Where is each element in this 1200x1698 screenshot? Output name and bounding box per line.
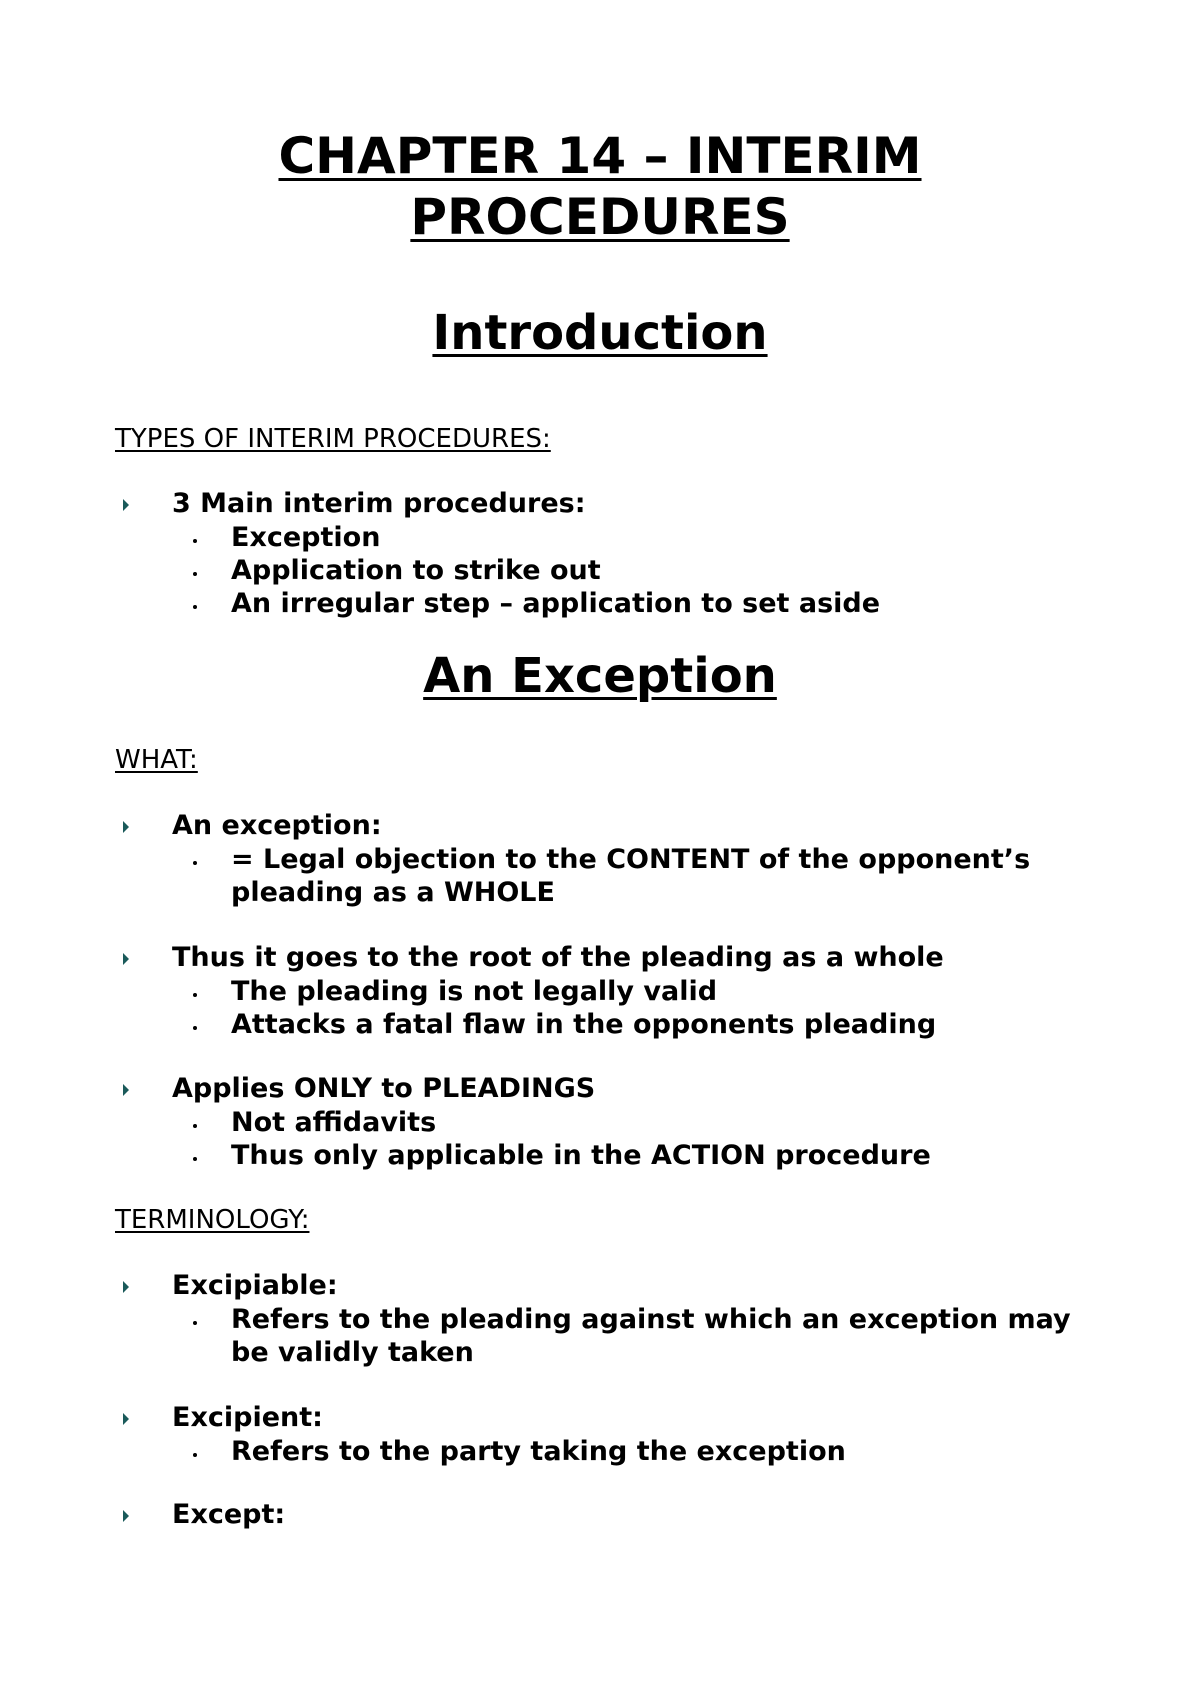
bullet-arrow-icon: [123, 953, 129, 965]
sub-bullet-excipient-definition: Refers to the party taking the exception: [231, 1436, 846, 1467]
chapter-title-line-2: PROCEDURES: [410, 188, 790, 246]
bullet-arrow-icon: [123, 1084, 129, 1096]
sub-bullet-dot-icon: [193, 1453, 197, 1457]
bullet-applies-only-pleadings: Applies ONLY to PLEADINGS: [172, 1073, 596, 1104]
sub-bullet-dot-icon: [193, 572, 197, 576]
terminology-label: TERMINOLOGY:: [115, 1205, 310, 1235]
sub-bullet-fatal-flaw: Attacks a fatal flaw in the opponents pleading: [231, 1009, 937, 1040]
bullet-arrow-icon: [123, 1510, 129, 1522]
bullet-arrow-icon: [123, 1281, 129, 1293]
sub-bullet-dot-icon: [193, 861, 197, 865]
sub-bullet-strike-out: Application to strike out: [231, 555, 601, 586]
bullet-an-exception: An exception:: [172, 810, 382, 841]
bullet-main-interim: 3 Main interim procedures:: [172, 488, 586, 519]
what-label: WHAT:: [115, 745, 198, 775]
chapter-title-line-1: CHAPTER 14 – INTERIM: [278, 127, 922, 185]
introduction-heading: Introduction: [432, 305, 768, 361]
bullet-except: Except:: [172, 1499, 286, 1530]
sub-bullet-dot-icon: [193, 1124, 197, 1128]
sub-bullet-dot-icon: [193, 1321, 197, 1325]
sub-bullet-excipiable-definition: Refers to the pleading against which an exception may be validly taken: [231, 1304, 1071, 1368]
bullet-arrow-icon: [123, 499, 129, 511]
sub-bullet-dot-icon: [193, 993, 197, 997]
sub-bullet-dot-icon: [193, 539, 197, 543]
bullet-arrow-icon: [123, 821, 129, 833]
sub-bullet-dot-icon: [193, 1157, 197, 1161]
bullet-excipient: Excipient:: [172, 1402, 323, 1433]
sub-bullet-dot-icon: [193, 605, 197, 609]
sub-bullet-not-legally-valid: The pleading is not legally valid: [231, 976, 718, 1007]
types-label: TYPES OF INTERIM PROCEDURES:: [115, 424, 551, 454]
sub-bullet-dot-icon: [193, 1026, 197, 1030]
bullet-root-of-pleading: Thus it goes to the root of the pleading as a whole: [172, 942, 944, 973]
bullet-excipiable: Excipiable:: [172, 1270, 338, 1301]
sub-bullet-legal-objection: = Legal objection to the CONTENT of the opponent’s pleading as a WHOLE: [231, 844, 1031, 908]
sub-bullet-action-procedure: Thus only applicable in the ACTION procedure: [231, 1140, 931, 1171]
an-exception-heading: An Exception: [423, 648, 777, 704]
bullet-arrow-icon: [123, 1413, 129, 1425]
sub-bullet-irregular-step: An irregular step – application to set aside: [231, 588, 881, 619]
sub-bullet-not-affidavits: Not affidavits: [231, 1107, 437, 1138]
sub-bullet-exception: Exception: [231, 522, 381, 553]
